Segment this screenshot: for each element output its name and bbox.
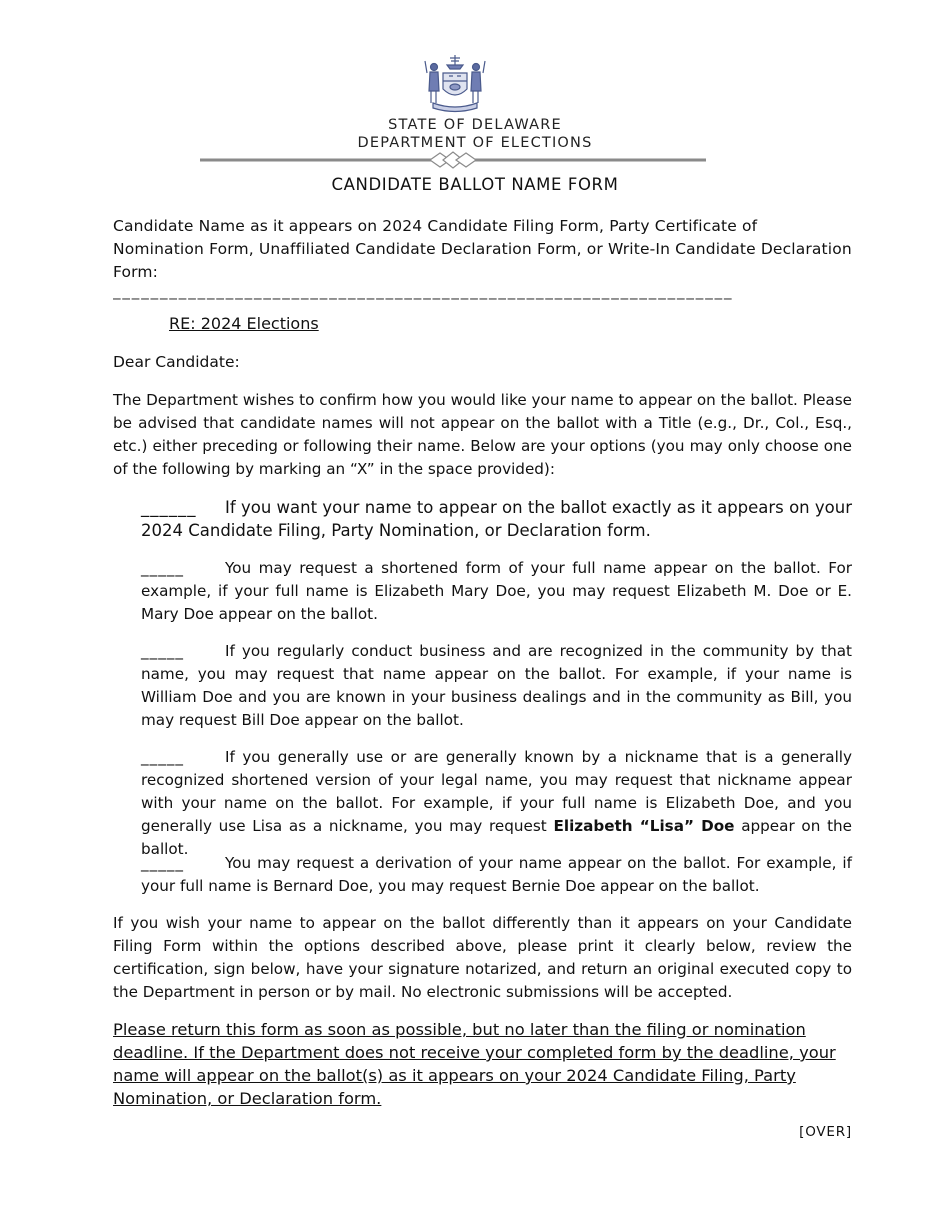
option-text-end: appear on the ballot.: [141, 817, 853, 858]
option-derivation: [141, 852, 852, 898]
delaware-state-seal-icon: [423, 53, 487, 113]
re-line: RE: 2024 Elections: [169, 314, 319, 333]
option-checkbox-blank[interactable]: _____: [141, 642, 184, 660]
option-checkbox-blank[interactable]: _____: [141, 559, 184, 577]
agency-line-department: DEPARTMENT OF ELECTIONS: [357, 135, 593, 151]
option-checkbox-blank[interactable]: _____: [141, 854, 184, 872]
option-example-bold: Elizabeth “Lisa” Doe: [553, 817, 735, 835]
deadline-notice: Please return this form as soon as possible, but no later than the filing or nomination deadline. If the Department does not receive your completed form by the deadline, your name will appear on the ballot(s) as it appears on your 2024 Candidate Filing, Party Nomination, or Declaration form.: [113, 1020, 836, 1108]
option-text: If you regularly conduct business and are recognized in the community by that name, you may request that name appear on the ballot. For example, if your name is William Doe and you are known in your business dealings and in the community as Bill, you may request Bill Doe appear on the ballot.: [141, 642, 852, 729]
option-text: You may request a shortened form of your full name appear on the ballot. For example, if your full name is Elizabeth Mary Doe, you may request Elizabeth M. Doe or E. Mary Doe appear on the ballot.: [141, 559, 852, 623]
option-checkbox-blank[interactable]: _____: [141, 748, 184, 766]
instructions-paragraph: If you wish your name to appear on the ballot differently than it appears on your Candidate Filing Form within the options described above, please print it clearly below, review the certification, sign below, have your signature notarized, and return an original executed copy to the Department in person or by mail. No electronic submissions will be accepted.: [113, 914, 852, 1001]
option-checkbox-blank[interactable]: ______: [141, 498, 197, 517]
option-exact-name: [141, 496, 852, 542]
option-text: You may request a derivation of your name appear on the ballot. For example, if your full name is Bernard Doe, you may request Bernie Doe appear on the ballot.: [141, 854, 852, 895]
salutation: Dear Candidate:: [113, 353, 240, 371]
candidate-name-blank[interactable]: __________________________________________________________________: [113, 282, 734, 300]
agency-line-state: STATE OF DELAWARE: [388, 117, 562, 133]
form-title: CANDIDATE BALLOT NAME FORM: [331, 175, 619, 194]
intro-paragraph: The Department wishes to confirm how you would like your name to appear on the ballot. Please be advised that candidate names will not appear on the ballot with a Title (e.g., Dr., Col., Esq., etc.) either preceding or following their name. Below are your options (you may only choose one of the following by marking an “X” in the space provided):: [113, 391, 852, 478]
candidate-name-instruction: Candidate Name as it appears on 2024 Candidate Filing Form, Party Certificate of Nomination Form, Unaffiliated Candidate Declaration Form, or Write-In Candidate Declaration Form:: [113, 217, 852, 281]
page-over-marker: [OVER]: [799, 1124, 852, 1140]
option-text: If you generally use or are generally known by a nickname that is a generally recognized shortened version of your legal name, you may request that nickname appear with your name on the ballot. For example, if your full name is Elizabeth Doe, and you generally use Lisa as a nickname, you may request: [141, 748, 852, 835]
option-shortened-name: [141, 557, 852, 626]
option-text: If you want your name to appear on the ballot exactly as it appears on your 2024 Candidate Filing, Party Nomination, or Declaration form.: [141, 498, 852, 540]
option-nickname: [141, 746, 852, 861]
option-business-name: [141, 640, 852, 732]
header-divider: [200, 150, 706, 170]
